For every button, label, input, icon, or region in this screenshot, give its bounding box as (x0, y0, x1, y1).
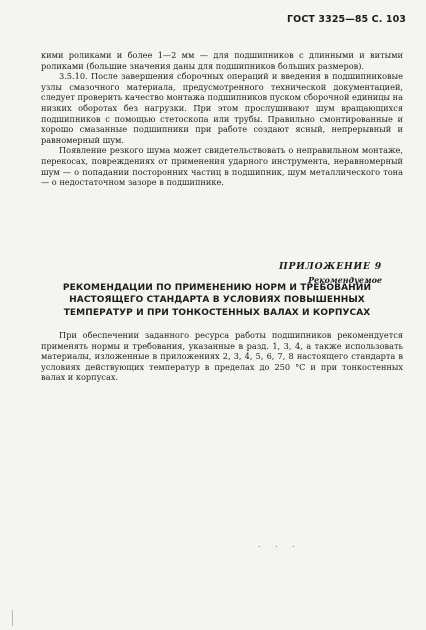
appendix-status: Рекомендуемое (308, 275, 382, 285)
page-header: ГОСТ 3325—85 С. 103 (287, 14, 406, 25)
scan-marks: . . . (258, 540, 301, 549)
paragraph-continuation: кими роликами и более 1—2 мм — для подшипников с длинными и витыми роликами (большие значения даны для подшипников больших размеров). (41, 50, 403, 71)
appendix-number: ПРИЛОЖЕНИЕ 9 (278, 261, 382, 272)
paragraph-recommendation: При обеспечении заданного ресурса работы подшипников рекомендуется применять нормы и требования, указанные в разд. 1, 3, 4, а также использовать материалы, изложенные в приложениях 2, 3, 4, 5, 6, 7, 8 настоящего стандарта в условиях действующих температур в пределах до 250 °С и при тонкостенных валах и корпусах. (41, 330, 403, 383)
section-title: РЕКОМЕНДАЦИИ ПО ПРИМЕНЕНИЮ НОРМ И ТРЕБОВАНИЙ НАСТОЯЩЕГО СТАНДАРТА В УСЛОВИЯХ ПОВЫШЕННЫХ ТЕМПЕРАТУР И ПРИ ТОНКОСТЕННЫХ ВАЛАХ И КОРПУСАХ (62, 283, 372, 318)
text-block-bottom (41, 330, 403, 383)
scan-edge-mark (12, 610, 23, 626)
text-block-top (41, 50, 403, 188)
paragraph-3-5-10: 3.5.10. После завершения сборочных операций и введения в подшипниковые узлы смазочного материала, предусмотренного технической документацией, следует проверить качество монтажа подшипников пуском сборочной единицы на низких оборотах без нагрузки. При этом прослушивают шум вращающихся подшипников с помощью стетоскопа или трубы. Правильно смонтированные и хорошо смазанные подшипники при работе создают ясный, непрерывный и равномерный шум. (41, 71, 403, 145)
paragraph-noise: Появление резкого шума может свидетельствовать о неправильном монтаже, перекосах, повреждениях от применения ударного инструмента, неравномерный шум — о попадании посторонних частиц в подшипник, шум металлического тона — о недостаточном зазоре в подшипнике. (41, 145, 403, 188)
